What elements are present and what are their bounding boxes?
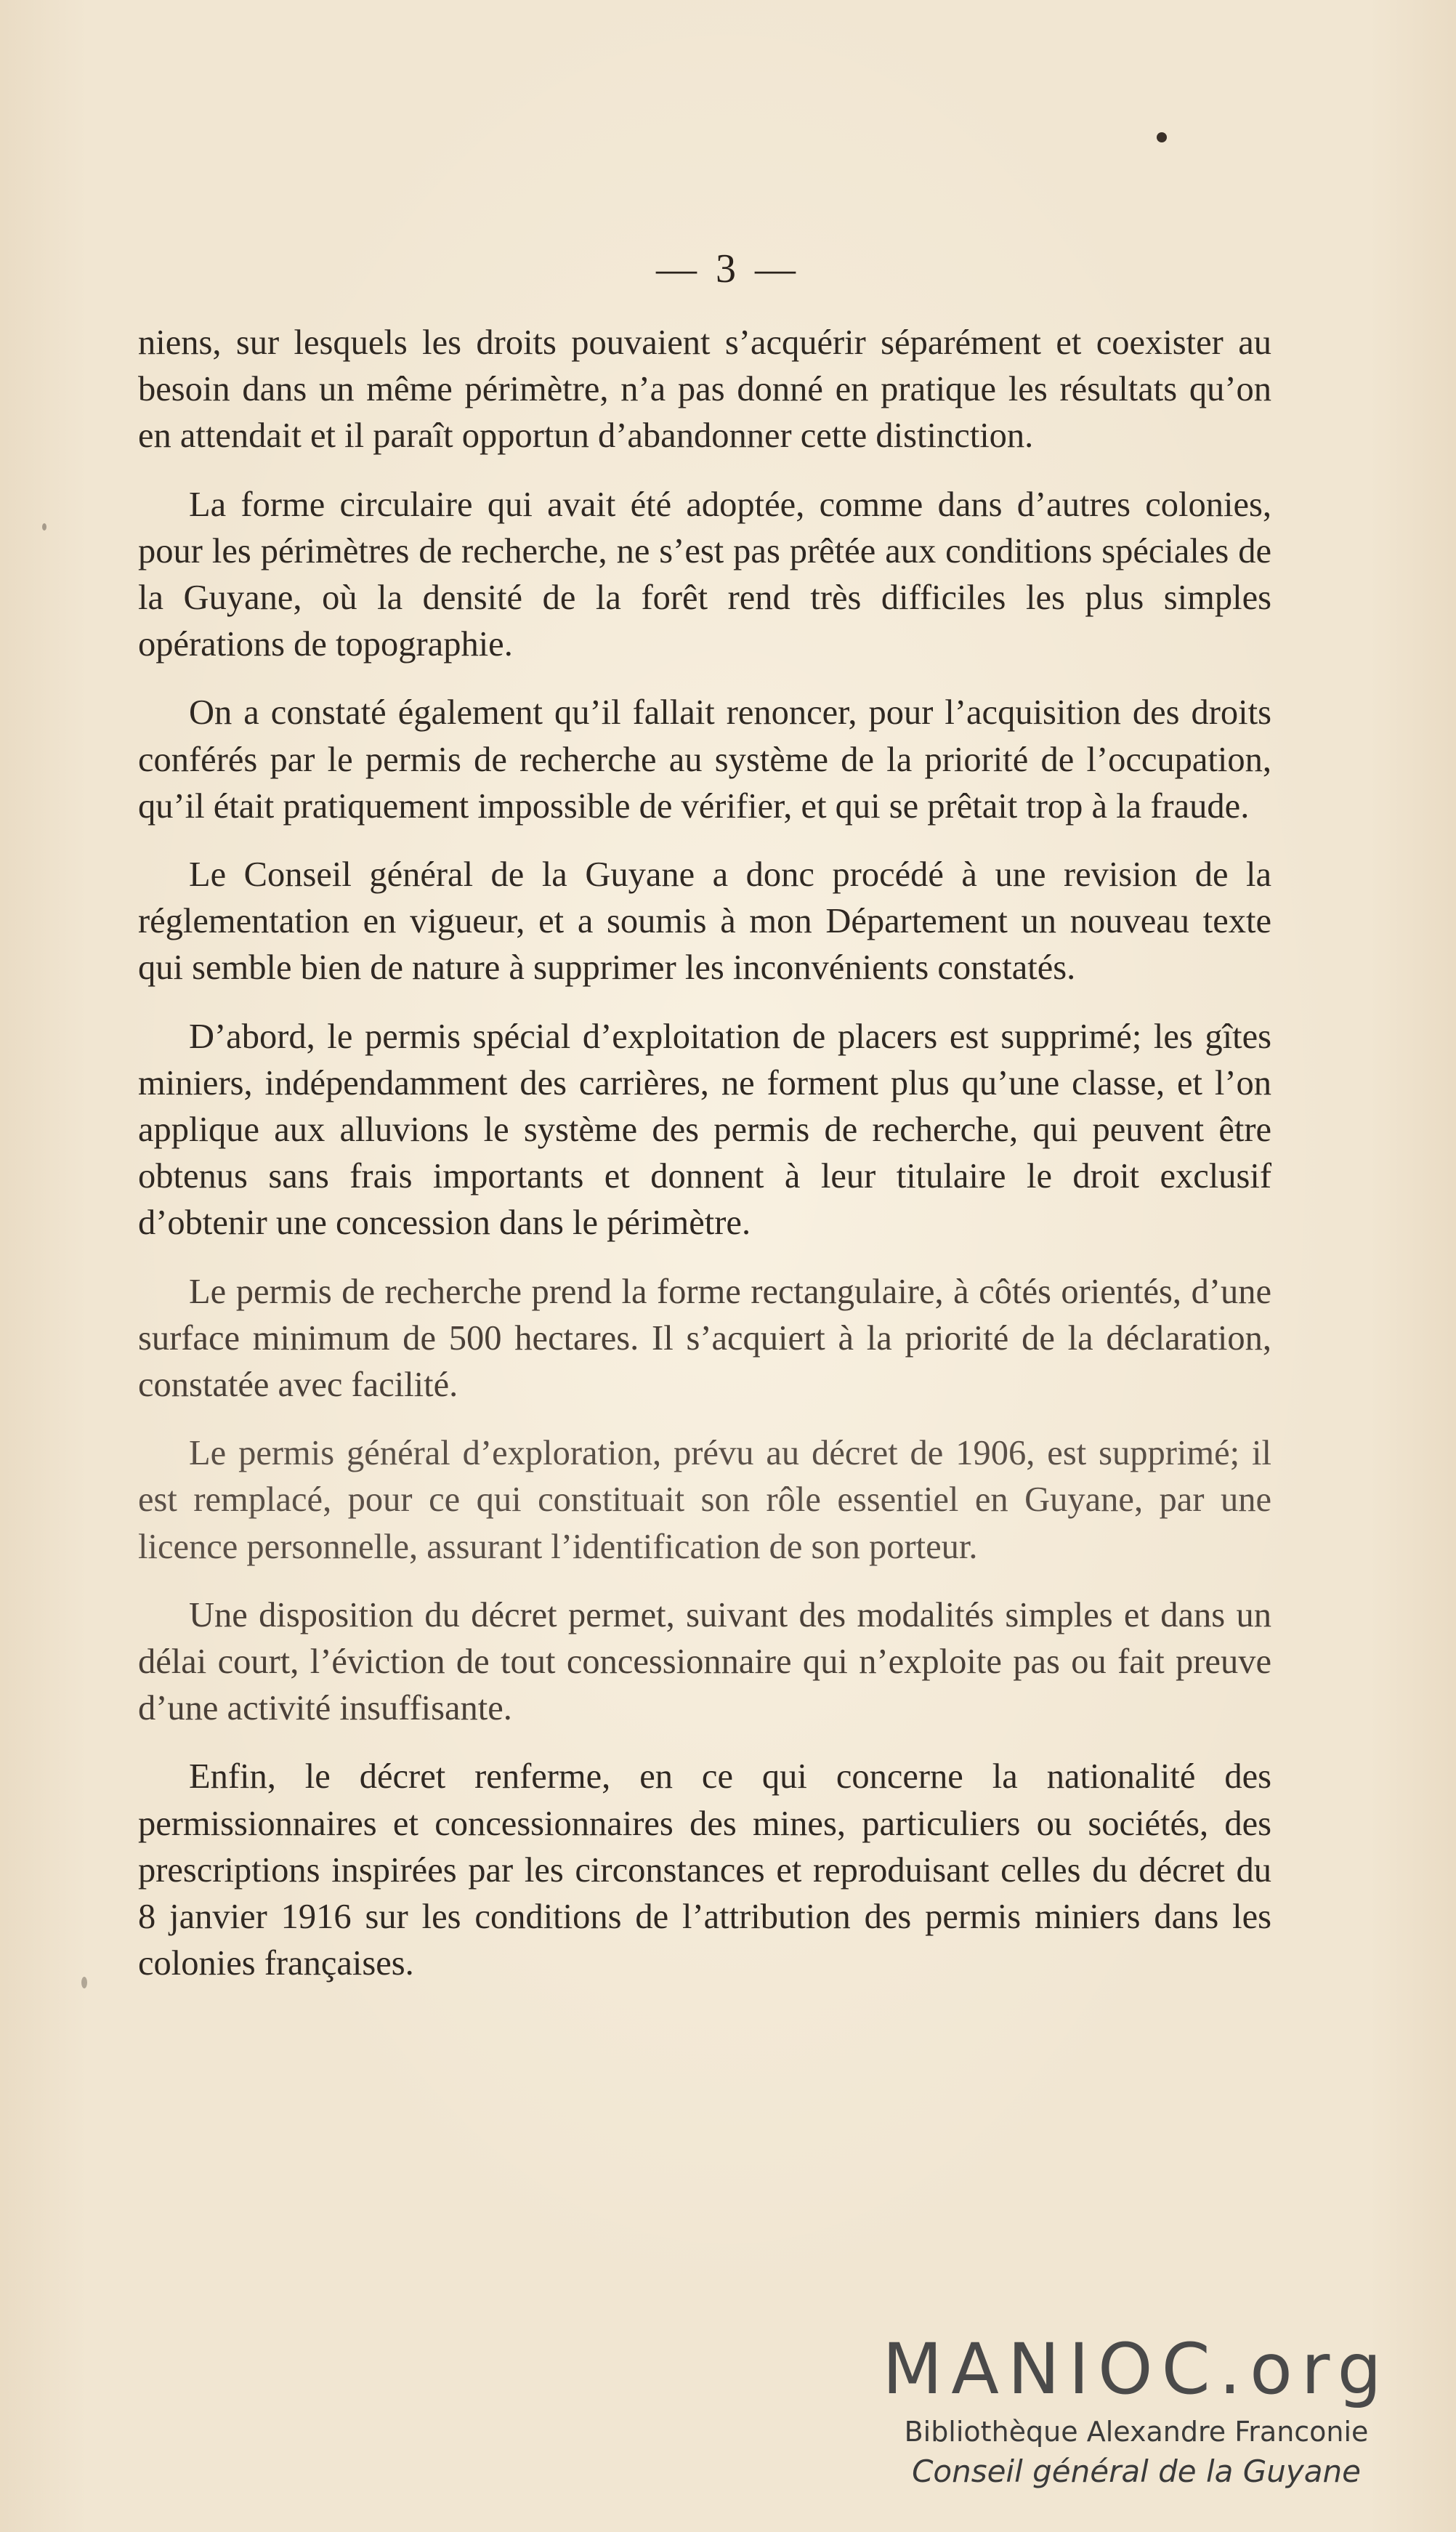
paragraph: On a constaté également qu’il fallait renoncer, pour l’acquisition des droits conférés par le permis de recherche au système de la priorité de l’occupation, qu’il était pratiquement impossible de vérifier, et qui se prêtait trop à la fraude. [138,693,1271,826]
paragraph: niens, sur lesquels les droits pouvaient s’acquérir séparément et coexister au besoin dans un même périmètre, n’a pas donné en pratique les résultats qu’on en attendait et il paraît opportun d’abandonner cette distinction. [138,323,1271,456]
ink-speck [81,1977,87,1988]
paragraph: Le Conseil général de la Guyane a donc procédé à une revision de la réglementation en vigueur, et a soumis à mon Département un nouveau texte qui semble bien de nature à supprimer les inconvénients constatés. [138,855,1271,988]
ink-speck [1157,132,1167,142]
manioc-watermark [860,2329,1412,2493]
page-number: — 3 — [656,246,800,291]
ink-speck [42,523,46,531]
paragraph: Une disposition du décret permet, suivant des modalités simples et dans un délai court, l’éviction de tout concessionnaire qui n’exploite pas ou fait preuve d’une activité insuffisante. [138,1595,1271,1728]
paragraph: Enfin, le décret renferme, en ce qui concerne la nationalité des permissionnaires et concessionnaires des mines, particuliers ou sociétés, des prescriptions inspirées par les circonstances et reproduisant celles du décret du 8 janvier 1916 sur les conditions de l’attribution des permis miniers dans les colonies françaises. [138,1757,1271,1983]
watermark-line2: Conseil général de la Guyane [912,2454,1361,2489]
watermark-name: MANIOC.org [882,2329,1391,2410]
body-text [138,320,1271,2009]
watermark-line1: Bibliothèque Alexandre Franconie [904,2416,1369,2448]
paragraph: La forme circulaire qui avait été adoptée, comme dans d’autres colonies, pour les périmètres de recherche, ne s’est pas prêtée aux conditions spéciales de la Guyane, où la densité de la forêt rend très difficiles les plus simples opérations de topographie. [138,485,1271,664]
paragraph: Le permis général d’exploration, prévu au décret de 1906, est supprimé; il est remplacé, pour ce qui constituait son rôle essentiel en Guyane, par une licence personnelle, assurant l’identification de son porteur. [138,1434,1271,1566]
paragraph: Le permis de recherche prend la forme rectangulaire, à côtés orientés, d’une surface minimum de 500 hectares. Il s’acquiert à la priorité de la déclaration, constatée avec facilité. [138,1272,1271,1405]
paragraph: D’abord, le permis spécial d’exploitation de placers est supprimé; les gîtes miniers, indépendamment des carrières, ne forment plus qu’une classe, et l’on applique aux alluvions le système des permis de recherche, qui peuvent être obtenus sans frais importants et donnent à leur titulaire le droit exclusif d’obtenir une concession dans le périmètre. [138,1017,1271,1243]
